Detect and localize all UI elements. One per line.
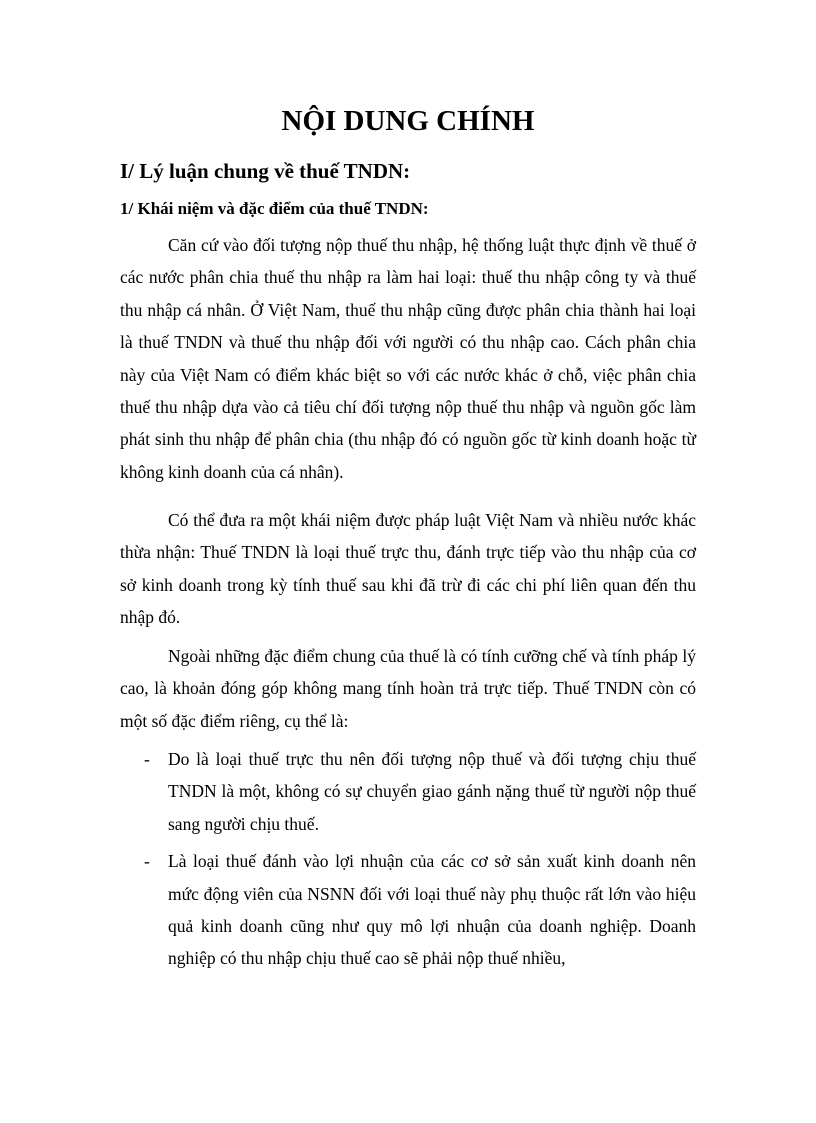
list-item-text: Do là loại thuế trực thu nên đối tượng nộp thuế và đối tượng chịu thuế TNDN là một, không có sự chuyển giao gánh nặng thuế từ người nộp thuế sang người chịu thuế. [168,749,696,834]
characteristics-list [120,743,696,980]
bullet-dash: - [144,749,150,769]
page-title: NỘI DUNG CHÍNH [281,105,535,137]
paragraph-definition-context: Căn cứ vào đối tượng nộp thuế thu nhập, hệ thống luật thực định về thuế ở các nước phân chia thuế thu nhập ra làm hai loại: thuế thu nhập công ty và thuế thu nhập cá nhân. Ở Việt Nam, thuế thu nhập cũng được phân chia thành hai loại là thuế TNDN và thuế thu nhập đối với người có thu nhập cao. Cách phân chia này của Việt Nam có điểm khác biệt so với các nước khác ở chỗ, việc phân chia thuế thu nhập dựa vào cả tiêu chí đối tượng nộp thuế thu nhập và nguồn gốc làm phát sinh thu nhập để phân chia (thu nhập đó có nguồn gốc từ kinh doanh hoặc từ không kinh doanh của cá nhân). [120,235,696,482]
list-item [120,743,696,840]
subsection-heading: 1/ Khái niệm và đặc điểm của thuế TNDN: [120,199,429,218]
list-item-text: Là loại thuế đánh vào lợi nhuận của các cơ sở sản xuất kinh doanh nên mức động viên của NSNN đối với loại thuế này phụ thuộc rất lớn vào hiệu quả kinh doanh cũng như quy mô lợi nhuận của doanh nghiệp. Doanh nghiệp có thu nhập chịu thuế cao sẽ phải nộp thuế nhiều, [168,851,696,969]
list-item [120,845,696,975]
bullet-dash: - [144,851,150,872]
paragraph-characteristics-intro: Ngoài những đặc điểm chung của thuế là có tính cưỡng chế và tính pháp lý cao, là khoản đóng góp không mang tính hoàn trả trực tiếp. Thuế TNDN còn có một số đặc điểm riêng, cụ thể là: [120,646,696,731]
paragraph-concept: Có thể đưa ra một khái niệm được pháp luật Việt Nam và nhiều nước khác thừa nhận: Thuế TNDN là loại thuế trực thu, đánh trực tiếp vào thu nhập của cơ sở kinh doanh trong kỳ tính thuế sau khi đã trừ đi các chi phí liên quan đến thu nhập đó. [120,510,696,628]
section-heading: I/ Lý luận chung về thuế TNDN: [120,159,411,183]
